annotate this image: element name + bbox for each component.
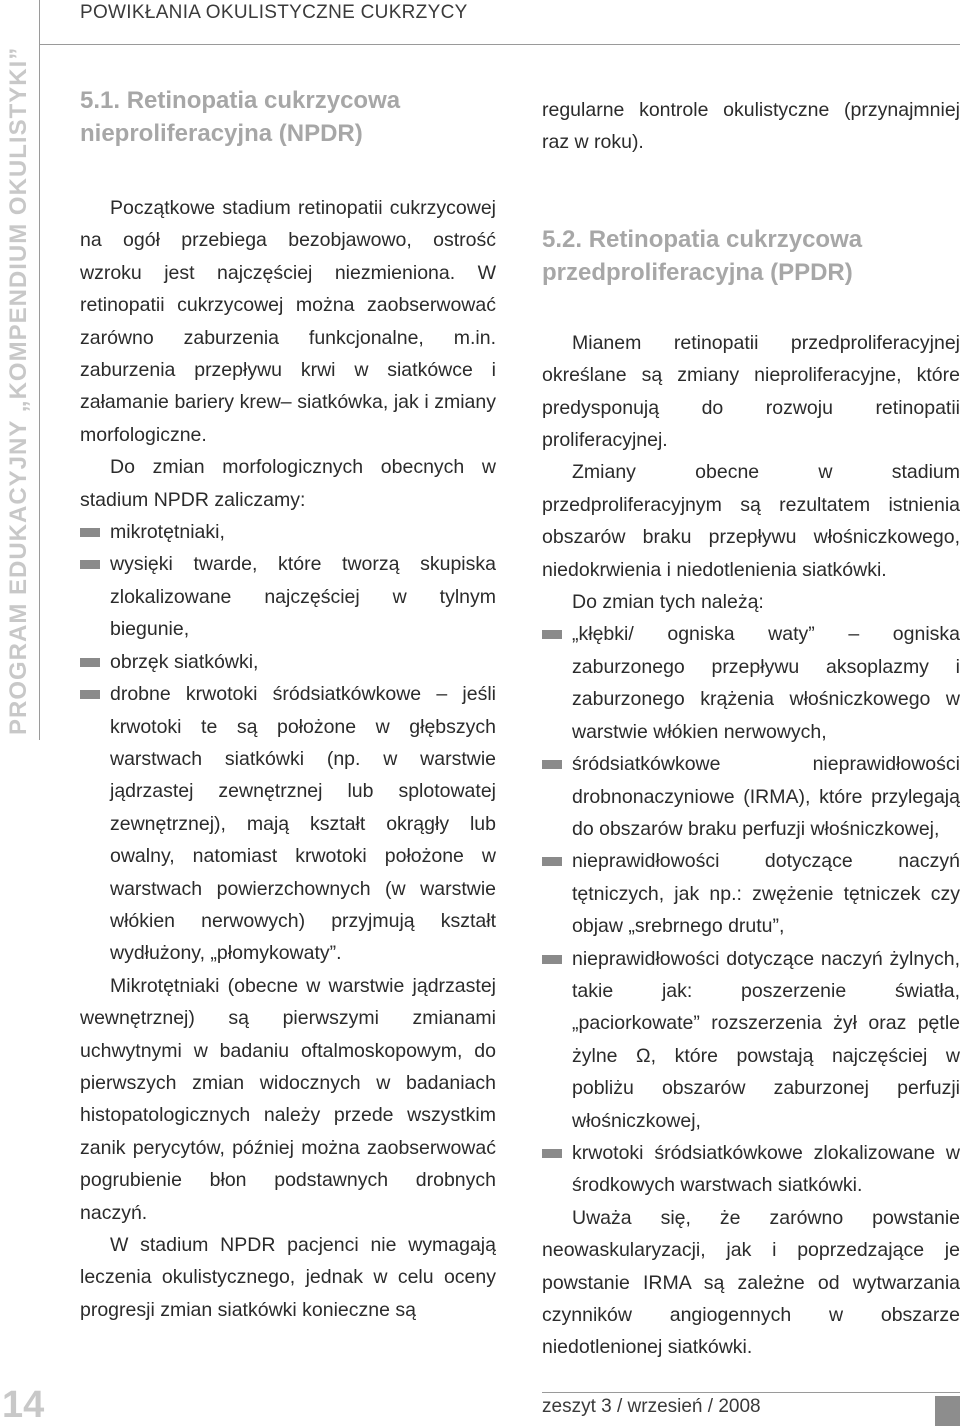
- heading-line-1: 5.1. Retinopatia cukrzycowa: [80, 87, 401, 114]
- sidebar: [0, 0, 45, 1427]
- paragraph: Do zmian tych należą:: [572, 591, 764, 614]
- sidebar-divider: [39, 0, 40, 740]
- footer-divider: [542, 1392, 960, 1393]
- bullet-list: [80, 516, 496, 970]
- publisher-logo-icon: [935, 1396, 960, 1426]
- header-divider: [40, 44, 960, 45]
- section-heading-5-1: [80, 84, 496, 150]
- list-item: mikrotętniaki,: [80, 516, 496, 548]
- list-item: nieprawidłowości dotyczące naczyń żylnych, takie jak: poszerzenie światła, „paciorkowate” rozszerzenia żył oraz pętle żylne Ω, które powstają najczęściej w pobliżu obszarów zaburzonej perfuzji włośniczkowej,: [542, 943, 960, 1137]
- left-column: [80, 84, 496, 1326]
- list-item: obrzęk siatkówki,: [80, 646, 496, 678]
- running-header: POWIKŁANIA OKULISTYCZNE CUKRZYCY: [80, 2, 468, 23]
- paragraph: Mianem retinopatii przedproliferacyjnej określane są zmiany nieproliferacyjne, które predysponują do rozwoju retinopatii proliferacyjnej.: [542, 331, 960, 452]
- page-number: 14: [2, 1384, 45, 1426]
- paragraph: Do zmian morfologicznych obecnych w stadium NPDR zaliczamy:: [80, 456, 496, 511]
- list-item: krwotoki śródsiatkówkowe zlokalizowane w środkowych warstwach siatkówki.: [542, 1137, 960, 1202]
- list-item: drobne krwotoki śródsiatkówkowe – jeśli krwotoki te są położone w głębszych warstwach siatkówki (np. w warstwie jądrzastej zewnętrznej lub splotowatej zewnętrznej), mają kształt okrągły lub owalny, natomiast krwotoki położone w warstwach powierzchownych (w warstwie włókien nerwowych) przyjmują kształt wydłużony, „płomykowaty”.: [80, 678, 496, 970]
- paragraph: Początkowe stadium retinopatii cukrzycowej na ogół przebiega bezobjawowo, ostrość wzroku jest najczęściej niezmieniona. W retinopatii cukrzycowej można zaobserwować zarówno zaburzenia funkcjonalne, m.in. zaburzenia przepływu krwi w siatkówce i załamanie bariery krew– siatkówka, jak i zmiany morfologiczne.: [80, 197, 496, 446]
- paragraph: regularne kontrole okulistyczne (przynajmniej raz w roku).: [542, 99, 960, 154]
- paragraph: W stadium NPDR pacjenci nie wymagają leczenia okulistycznego, jednak w celu oceny progresji zmian siatkówki konieczne są: [80, 1234, 496, 1321]
- list-item: śródsiatkówkowe nieprawidłowości drobnonaczyniowe (IRMA), które przylegają do obszarów braku perfuzji włośniczkowej,: [542, 748, 960, 845]
- bullet-list: [542, 618, 960, 1201]
- paragraph: Zmiany obecne w stadium przedproliferacyjnym są rezultatem istnienia obszarów braku przepływu włośniczkowego, niedokrwienia i niedotlenienia siatkówki.: [542, 461, 960, 581]
- heading-line-1: 5.2. Retinopatia cukrzycowa: [542, 225, 863, 253]
- heading-line-2: przedproliferacyjna (PPDR): [542, 258, 853, 286]
- heading-line-2: nieproliferacyjna (NPDR): [80, 120, 363, 147]
- paragraph: Uważa się, że zarówno powstanie neowaskularyzacji, jak i poprzedzające je powstanie IRMA są zależne od wytwarzania czynników angiogennych w obszarze niedotlenionej siatkówki.: [542, 1206, 960, 1359]
- footer-issue-info: zeszyt 3 / wrzesień / 2008: [542, 1396, 761, 1417]
- program-title-vertical: PROGRAM EDUKACYJNY „KOMPENDIUM OKULISTYKI”: [5, 46, 32, 735]
- right-column: [542, 94, 960, 1364]
- list-item: nieprawidłowości dotyczące naczyń tętniczych, jak np.: zwężenie tętniczek czy objaw „srebrnego drutu”,: [542, 845, 960, 942]
- section-heading-5-2: [542, 223, 960, 289]
- list-item: „kłębki/ ogniska waty” – ogniska zaburzonego przepływu aksoplazmy i zaburzonego krążenia włośniczkowego w warstwie włókien nerwowych,: [542, 618, 960, 748]
- paragraph: Mikrotętniaki (obecne w warstwie jądrzastej wewnętrznej) są pierwszymi zmianami uchwytnymi w badaniu oftalmoskopowym, do pierwszych zmian widocznych w badaniach histopatologicznych należy przede wszystkim zanik perycytów, później można zaobserwować pogrubienie błon podstawnych drobnych naczyń.: [80, 974, 496, 1224]
- list-item: wysięki twarde, które tworzą skupiska zlokalizowane najczęściej w tylnym biegunie,: [80, 548, 496, 645]
